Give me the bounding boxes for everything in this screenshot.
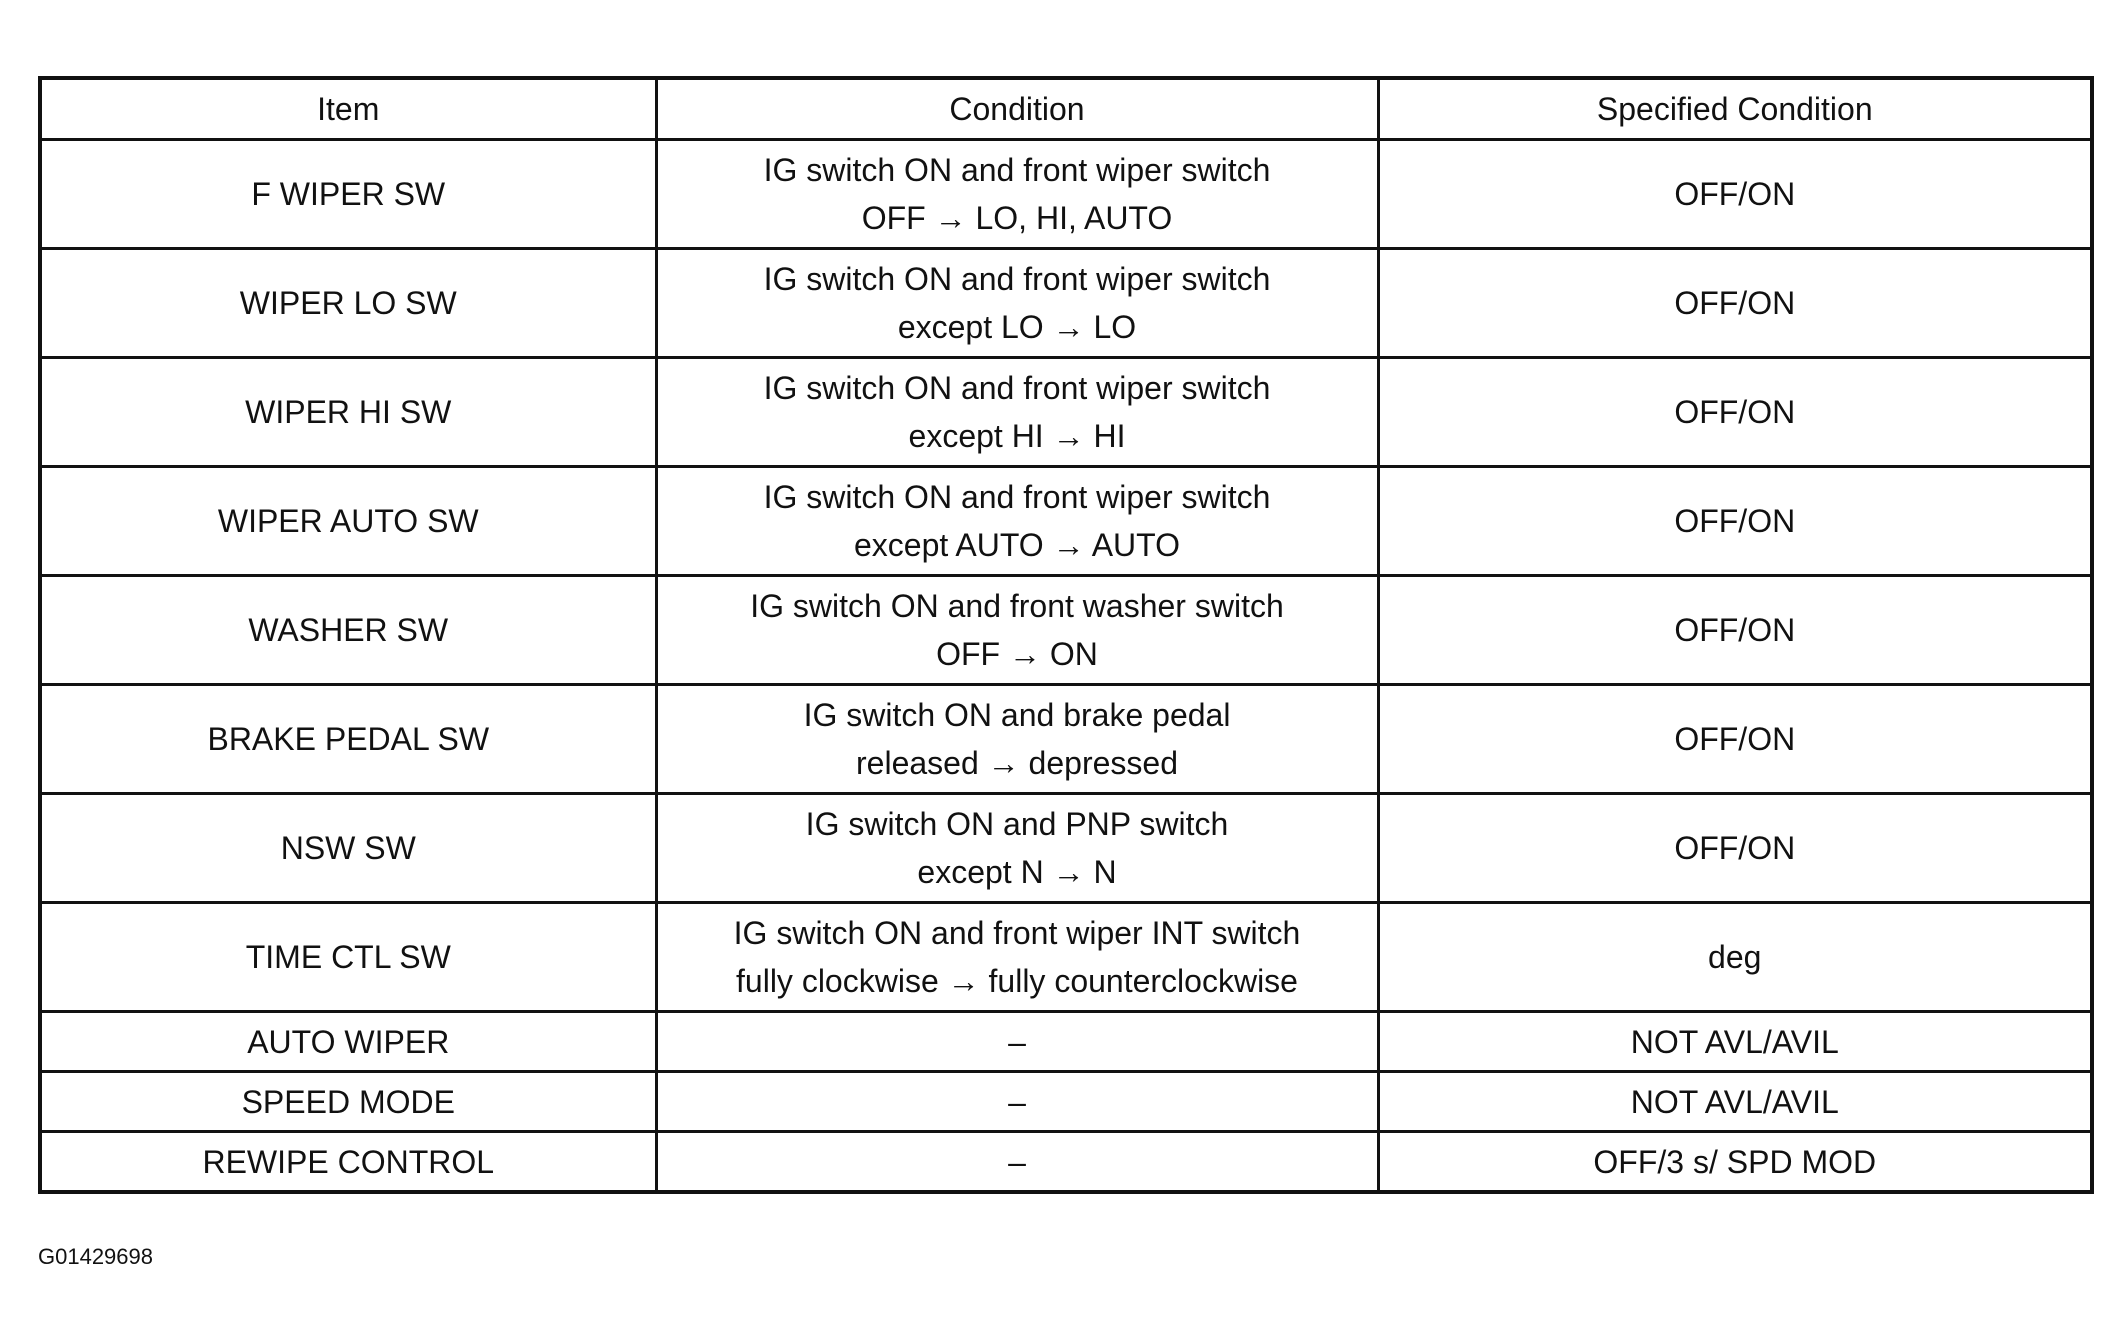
table-row — [40, 903, 2092, 1012]
specified-condition-cell: deg — [1378, 903, 2092, 1012]
condition-cell: IG switch ON and brake pedal released → depressed — [656, 685, 1378, 794]
specified-condition-cell: NOT AVL/AVIL — [1378, 1072, 2092, 1132]
specified-condition-cell: OFF/ON — [1378, 794, 2092, 903]
condition-cell: IG switch ON and front wiper switch OFF → LO, HI, AUTO — [656, 140, 1378, 249]
item-cell: NSW SW — [40, 794, 656, 903]
table-row — [40, 685, 2092, 794]
table-row — [40, 140, 2092, 249]
condition-cell: IG switch ON and front wiper switch except HI → HI — [656, 358, 1378, 467]
table-row — [40, 1072, 2092, 1132]
table-row — [40, 576, 2092, 685]
specified-condition-cell: NOT AVL/AVIL — [1378, 1012, 2092, 1072]
table-row — [40, 794, 2092, 903]
item-cell: F WIPER SW — [40, 140, 656, 249]
specified-condition-cell: OFF/ON — [1378, 467, 2092, 576]
item-cell: WASHER SW — [40, 576, 656, 685]
item-cell: BRAKE PEDAL SW — [40, 685, 656, 794]
specified-condition-cell: OFF/ON — [1378, 358, 2092, 467]
item-cell: REWIPE CONTROL — [40, 1132, 656, 1193]
item-cell: TIME CTL SW — [40, 903, 656, 1012]
condition-cell: – — [656, 1012, 1378, 1072]
item-cell: WIPER HI SW — [40, 358, 656, 467]
item-cell: WIPER LO SW — [40, 249, 656, 358]
specified-condition-cell: OFF/ON — [1378, 249, 2092, 358]
table-row — [40, 358, 2092, 467]
specified-condition-cell: OFF/ON — [1378, 140, 2092, 249]
table-row — [40, 467, 2092, 576]
column-header-specified-condition: Specified Condition — [1378, 78, 2092, 140]
specified-condition-cell: OFF/ON — [1378, 685, 2092, 794]
item-cell: WIPER AUTO SW — [40, 467, 656, 576]
table-row — [40, 249, 2092, 358]
condition-cell: IG switch ON and front wiper INT switch fully clockwise → fully counterclockwise — [656, 903, 1378, 1012]
condition-cell: – — [656, 1072, 1378, 1132]
table-row — [40, 1132, 2092, 1193]
column-header-condition: Condition — [656, 78, 1378, 140]
table-header-row — [40, 78, 2092, 140]
specification-table — [38, 76, 2094, 1194]
item-cell: AUTO WIPER — [40, 1012, 656, 1072]
condition-cell: IG switch ON and front wiper switch except LO → LO — [656, 249, 1378, 358]
figure-id-label: G01429698 — [38, 1244, 153, 1269]
item-cell: SPEED MODE — [40, 1072, 656, 1132]
specified-condition-cell: OFF/ON — [1378, 576, 2092, 685]
table-row — [40, 1012, 2092, 1072]
condition-cell: IG switch ON and front washer switch OFF → ON — [656, 576, 1378, 685]
column-header-item: Item — [40, 78, 656, 140]
condition-cell: IG switch ON and front wiper switch except AUTO → AUTO — [656, 467, 1378, 576]
specified-condition-cell: OFF/3 s/ SPD MOD — [1378, 1132, 2092, 1193]
condition-cell: – — [656, 1132, 1378, 1193]
condition-cell: IG switch ON and PNP switch except N → N — [656, 794, 1378, 903]
